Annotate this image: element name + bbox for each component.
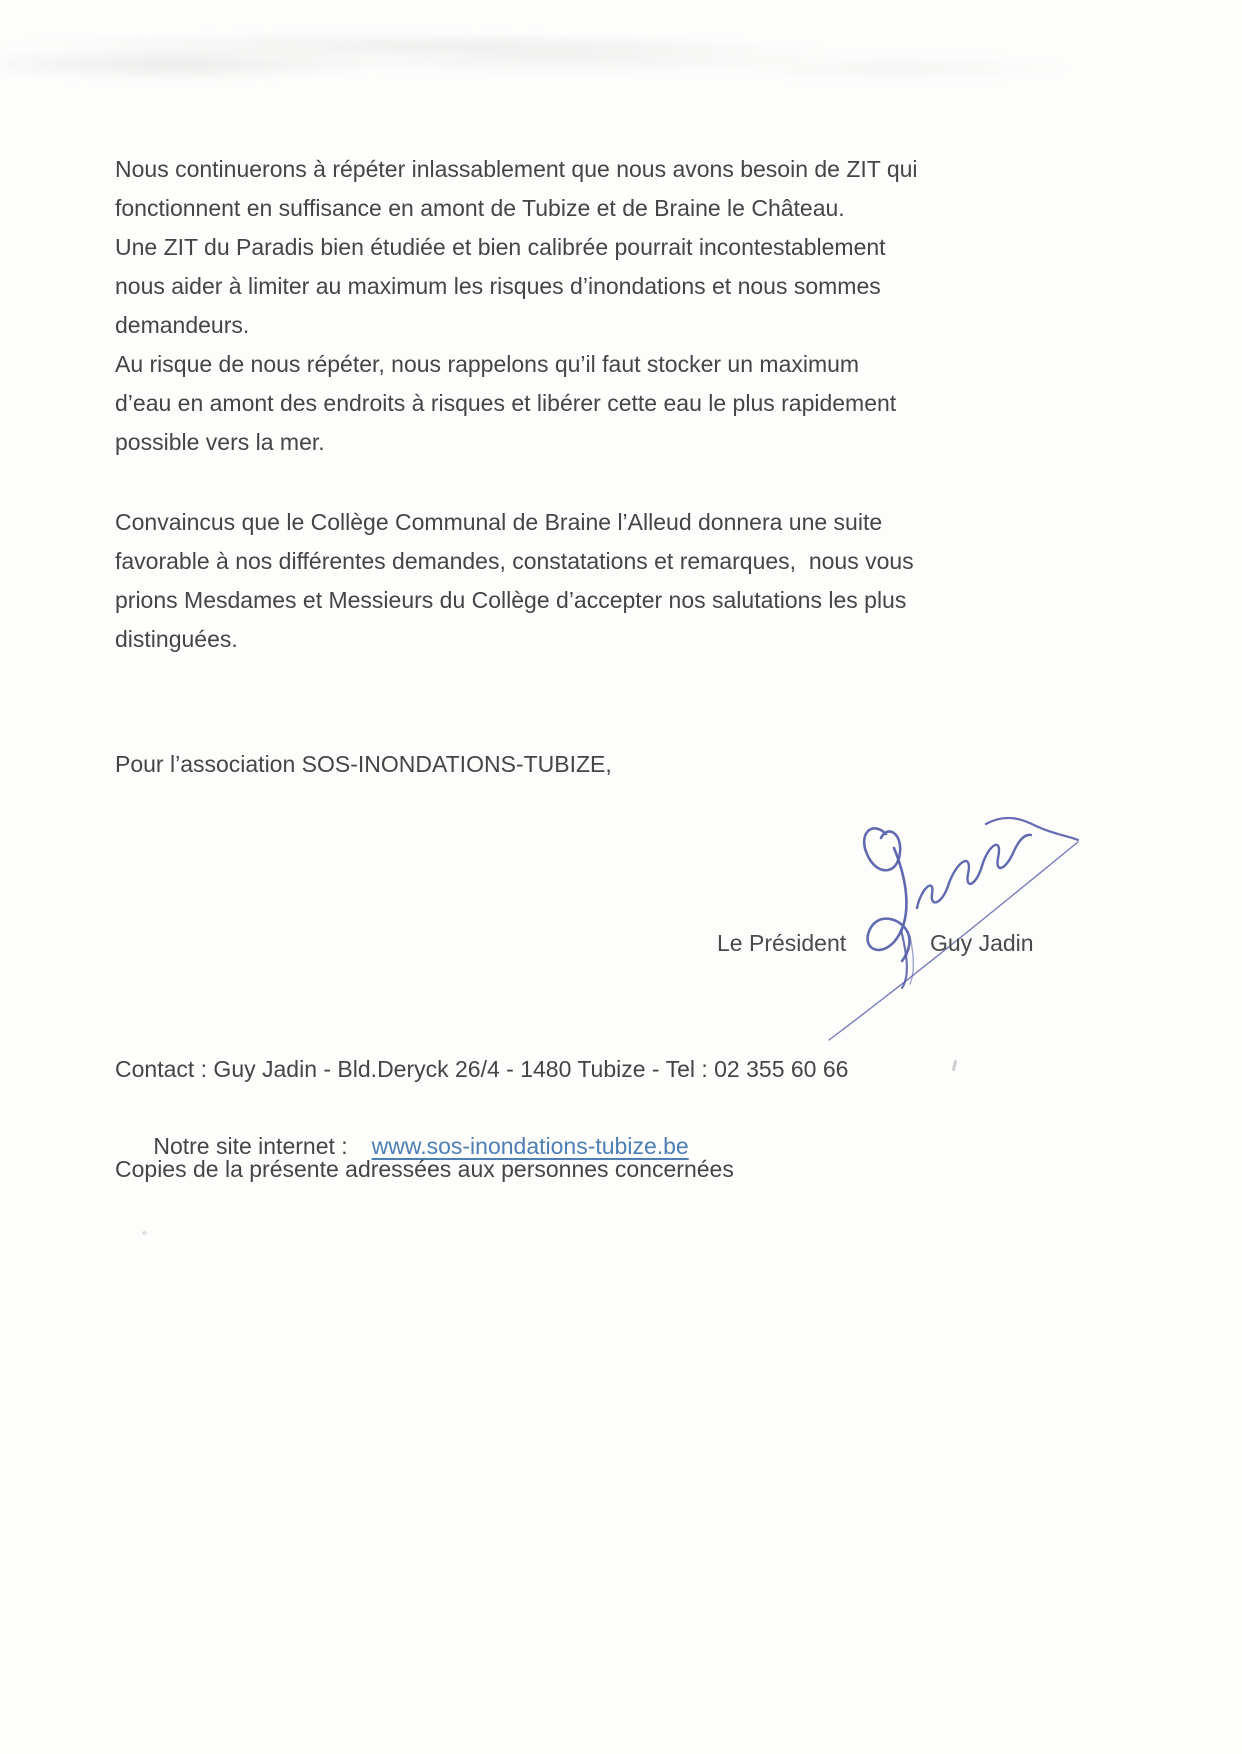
website-link[interactable]: www.sos-inondations-tubize.be (371, 1133, 689, 1159)
paragraph-line: possible vers la mer. (115, 429, 325, 455)
paragraph-line: Convaincus que le Collège Communal de Braine l’Alleud donnera une suite (115, 509, 883, 535)
paragraph-zit (115, 150, 918, 462)
paragraph-line: Au risque de nous répéter, nous rappelons qu’il faut stocker un maximum (115, 351, 860, 377)
association-text: Pour l’association SOS-INONDATIONS-TUBIZE, (115, 751, 612, 777)
copies-text: Copies de la présente adressées aux personnes concernées (115, 1156, 734, 1182)
association-line (115, 745, 612, 784)
website-label: Notre site internet : (153, 1133, 348, 1159)
paragraph-line: favorable à nos différentes demandes, constatations et remarques, nous vous (115, 548, 914, 574)
paragraph-closing (115, 503, 914, 659)
paragraph-line: nous aider à limiter au maximum les risques d’inondations et nous sommes (115, 273, 881, 299)
paragraph-line: Nous continuerons à répéter inlassablement que nous avons besoin de ZIT qui (115, 156, 918, 182)
paragraph-line: demandeurs. (115, 312, 250, 338)
president-role-label: Le Président (717, 930, 847, 956)
paragraph-line: distinguées. (115, 626, 238, 652)
contact-line: Contact : Guy Jadin - Bld.Deryck 26/4 - 1480 Tubize - Tel : 02 355 60 66 (115, 1056, 849, 1082)
scan-artifact-tick (952, 1060, 958, 1071)
signer-name: Guy Jadin (930, 930, 1034, 956)
handwritten-signature (820, 790, 1110, 1050)
paragraph-line: Une ZIT du Paradis bien étudiée et bien calibrée pourrait incontestablement (115, 234, 886, 260)
scan-artifact-dot (142, 1231, 147, 1235)
copies-note (115, 1150, 734, 1189)
scan-noise-band (0, 28, 1242, 108)
paragraph-line: fonctionnent en suffisance en amont de Tubize et de Braine le Château. (115, 195, 845, 221)
paragraph-line: prions Mesdames et Messieurs du Collège d’accepter nos salutations les plus (115, 587, 907, 613)
paragraph-line: d’eau en amont des endroits à risques et libérer cette eau le plus rapidement (115, 390, 897, 416)
